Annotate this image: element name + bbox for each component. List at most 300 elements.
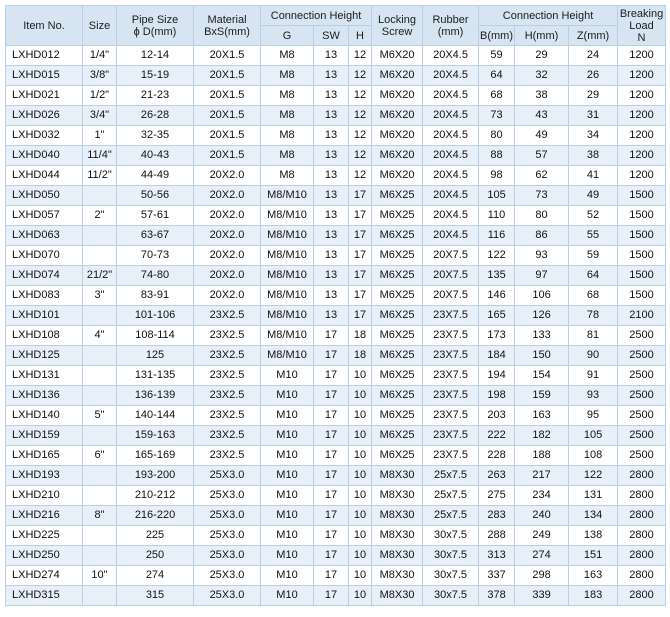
cell-g: M8 <box>261 166 314 186</box>
table-row <box>6 46 666 66</box>
cell-h-mm: 86 <box>515 226 569 246</box>
header-pipe-size-line1: Pipe Size <box>131 13 179 26</box>
cell-g: M8/M10 <box>261 286 314 306</box>
header-item-no: Item No. <box>6 6 83 46</box>
cell-pipe-size: 15-19 <box>117 66 194 86</box>
cell-z-mm: 41 <box>569 166 618 186</box>
header-g: G <box>261 26 314 46</box>
cell-h: 10 <box>349 526 372 546</box>
cell-b-mm: 73 <box>479 106 515 126</box>
cell-locking-screw: M6X25 <box>372 206 423 226</box>
cell-item-no: LXHD070 <box>6 246 83 266</box>
cell-b-mm: 173 <box>479 326 515 346</box>
cell-locking-screw: M6X25 <box>372 326 423 346</box>
cell-sw: 17 <box>314 406 349 426</box>
cell-pipe-size: 165-169 <box>117 446 194 466</box>
cell-sw: 13 <box>314 106 349 126</box>
cell-g: M10 <box>261 406 314 426</box>
cell-sw: 17 <box>314 386 349 406</box>
cell-h-mm: 133 <box>515 326 569 346</box>
cell-item-no: LXHD026 <box>6 106 83 126</box>
cell-b-mm: 194 <box>479 366 515 386</box>
cell-material: 25X3.0 <box>194 586 261 606</box>
cell-item-no: LXHD159 <box>6 426 83 446</box>
cell-b-mm: 59 <box>479 46 515 66</box>
cell-sw: 17 <box>314 346 349 366</box>
cell-g: M10 <box>261 486 314 506</box>
cell-pipe-size: 274 <box>117 566 194 586</box>
cell-item-no: LXHD083 <box>6 286 83 306</box>
cell-item-no: LXHD165 <box>6 446 83 466</box>
cell-sw: 13 <box>314 186 349 206</box>
cell-size <box>83 306 117 326</box>
cell-b-mm: 146 <box>479 286 515 306</box>
cell-rubber: 20X4.5 <box>423 86 479 106</box>
header-material-line1: Material <box>207 13 247 26</box>
cell-rubber: 20X4.5 <box>423 166 479 186</box>
cell-b-mm: 275 <box>479 486 515 506</box>
cell-size: 8" <box>83 506 117 526</box>
table-row <box>6 346 666 366</box>
cell-sw: 17 <box>314 486 349 506</box>
cell-pipe-size: 83-91 <box>117 286 194 306</box>
cell-z-mm: 64 <box>569 266 618 286</box>
cell-pipe-size: 70-73 <box>117 246 194 266</box>
cell-rubber: 23X7.5 <box>423 426 479 446</box>
cell-pipe-size: 125 <box>117 346 194 366</box>
cell-pipe-size: 210-212 <box>117 486 194 506</box>
cell-size: 10" <box>83 566 117 586</box>
cell-rubber: 20X7.5 <box>423 246 479 266</box>
cell-h: 18 <box>349 346 372 366</box>
cell-rubber: 20X4.5 <box>423 106 479 126</box>
cell-z-mm: 151 <box>569 546 618 566</box>
cell-g: M10 <box>261 366 314 386</box>
table-row <box>6 206 666 226</box>
table-header <box>6 6 666 46</box>
cell-item-no: LXHD131 <box>6 366 83 386</box>
cell-size: 3/8" <box>83 66 117 86</box>
cell-item-no: LXHD136 <box>6 386 83 406</box>
cell-locking-screw: M6X20 <box>372 46 423 66</box>
cell-h-mm: 182 <box>515 426 569 446</box>
cell-breaking-load: 1500 <box>618 226 666 246</box>
cell-z-mm: 59 <box>569 246 618 266</box>
table-row <box>6 226 666 246</box>
header-z-mm: Z(mm) <box>569 26 618 46</box>
cell-breaking-load: 1200 <box>618 106 666 126</box>
cell-breaking-load: 2500 <box>618 446 666 466</box>
cell-sw: 17 <box>314 546 349 566</box>
cell-rubber: 23X7.5 <box>423 386 479 406</box>
cell-b-mm: 337 <box>479 566 515 586</box>
header-h: H <box>349 26 372 46</box>
cell-size: 1" <box>83 126 117 146</box>
cell-b-mm: 64 <box>479 66 515 86</box>
table-row <box>6 106 666 126</box>
cell-item-no: LXHD015 <box>6 66 83 86</box>
cell-h-mm: 43 <box>515 106 569 126</box>
cell-material: 23X2.5 <box>194 346 261 366</box>
cell-breaking-load: 1500 <box>618 186 666 206</box>
cell-item-no: LXHD101 <box>6 306 83 326</box>
cell-size: 3" <box>83 286 117 306</box>
cell-h: 10 <box>349 386 372 406</box>
cell-sw: 13 <box>314 306 349 326</box>
cell-h-mm: 240 <box>515 506 569 526</box>
spec-table <box>5 5 666 606</box>
cell-breaking-load: 2800 <box>618 546 666 566</box>
cell-g: M10 <box>261 446 314 466</box>
cell-b-mm: 135 <box>479 266 515 286</box>
cell-rubber: 20X4.5 <box>423 186 479 206</box>
header-material-line2: BxS(mm) <box>204 25 250 38</box>
cell-sw: 13 <box>314 86 349 106</box>
cell-locking-screw: M6X20 <box>372 66 423 86</box>
cell-pipe-size: 131-135 <box>117 366 194 386</box>
cell-g: M8/M10 <box>261 266 314 286</box>
cell-h-mm: 80 <box>515 206 569 226</box>
cell-b-mm: 122 <box>479 246 515 266</box>
cell-h: 17 <box>349 246 372 266</box>
cell-z-mm: 105 <box>569 426 618 446</box>
cell-material: 20X1.5 <box>194 126 261 146</box>
cell-pipe-size: 63-67 <box>117 226 194 246</box>
table-row <box>6 146 666 166</box>
cell-h-mm: 73 <box>515 186 569 206</box>
cell-h-mm: 234 <box>515 486 569 506</box>
cell-locking-screw: M6X25 <box>372 426 423 446</box>
cell-rubber: 25x7.5 <box>423 486 479 506</box>
table-row <box>6 466 666 486</box>
cell-h-mm: 188 <box>515 446 569 466</box>
table-row <box>6 546 666 566</box>
header-material <box>194 6 261 46</box>
cell-material: 23X2.5 <box>194 366 261 386</box>
cell-h-mm: 93 <box>515 246 569 266</box>
cell-rubber: 23X7.5 <box>423 406 479 426</box>
cell-item-no: LXHD225 <box>6 526 83 546</box>
cell-size: 1/4" <box>83 46 117 66</box>
cell-sw: 13 <box>314 206 349 226</box>
cell-breaking-load: 1200 <box>618 66 666 86</box>
cell-breaking-load: 2500 <box>618 406 666 426</box>
cell-pipe-size: 315 <box>117 586 194 606</box>
cell-rubber: 30x7.5 <box>423 586 479 606</box>
cell-z-mm: 131 <box>569 486 618 506</box>
cell-h: 17 <box>349 286 372 306</box>
cell-z-mm: 55 <box>569 226 618 246</box>
cell-material: 20X1.5 <box>194 106 261 126</box>
cell-z-mm: 134 <box>569 506 618 526</box>
cell-breaking-load: 1500 <box>618 266 666 286</box>
cell-h: 17 <box>349 306 372 326</box>
cell-size: 5" <box>83 406 117 426</box>
cell-size <box>83 346 117 366</box>
cell-locking-screw: M6X20 <box>372 106 423 126</box>
cell-rubber: 23X7.5 <box>423 346 479 366</box>
cell-material: 20X2.0 <box>194 186 261 206</box>
cell-h: 17 <box>349 186 372 206</box>
cell-material: 20X2.0 <box>194 206 261 226</box>
cell-breaking-load: 1500 <box>618 246 666 266</box>
cell-pipe-size: 108-114 <box>117 326 194 346</box>
cell-z-mm: 26 <box>569 66 618 86</box>
cell-h: 10 <box>349 366 372 386</box>
cell-breaking-load: 1500 <box>618 286 666 306</box>
cell-z-mm: 38 <box>569 146 618 166</box>
cell-g: M8/M10 <box>261 186 314 206</box>
table-row <box>6 186 666 206</box>
cell-locking-screw: M6X25 <box>372 286 423 306</box>
table-row <box>6 266 666 286</box>
cell-material: 23X2.5 <box>194 326 261 346</box>
cell-sw: 13 <box>314 266 349 286</box>
cell-h-mm: 159 <box>515 386 569 406</box>
cell-rubber: 23X7.5 <box>423 446 479 466</box>
cell-h-mm: 126 <box>515 306 569 326</box>
cell-sw: 13 <box>314 246 349 266</box>
cell-g: M10 <box>261 386 314 406</box>
cell-h-mm: 97 <box>515 266 569 286</box>
cell-material: 23X2.5 <box>194 386 261 406</box>
cell-pipe-size: 216-220 <box>117 506 194 526</box>
cell-b-mm: 198 <box>479 386 515 406</box>
cell-item-no: LXHD274 <box>6 566 83 586</box>
cell-size: 21/2" <box>83 266 117 286</box>
cell-sw: 17 <box>314 366 349 386</box>
cell-h: 10 <box>349 566 372 586</box>
cell-locking-screw: M6X25 <box>372 186 423 206</box>
cell-h-mm: 249 <box>515 526 569 546</box>
cell-locking-screw: M6X25 <box>372 406 423 426</box>
cell-size <box>83 426 117 446</box>
cell-g: M10 <box>261 546 314 566</box>
cell-b-mm: 68 <box>479 86 515 106</box>
cell-g: M10 <box>261 466 314 486</box>
cell-breaking-load: 2800 <box>618 586 666 606</box>
header-rubber-line2: (mm) <box>437 25 464 38</box>
cell-h: 10 <box>349 426 372 446</box>
cell-h: 12 <box>349 66 372 86</box>
cell-rubber: 20X4.5 <box>423 146 479 166</box>
cell-sw: 17 <box>314 446 349 466</box>
cell-item-no: LXHD125 <box>6 346 83 366</box>
cell-breaking-load: 2500 <box>618 366 666 386</box>
cell-z-mm: 138 <box>569 526 618 546</box>
cell-breaking-load: 1200 <box>618 46 666 66</box>
cell-h: 12 <box>349 126 372 146</box>
cell-rubber: 25x7.5 <box>423 506 479 526</box>
cell-item-no: LXHD057 <box>6 206 83 226</box>
cell-size: 4" <box>83 326 117 346</box>
cell-material: 20X1.5 <box>194 146 261 166</box>
cell-breaking-load: 2500 <box>618 326 666 346</box>
cell-h: 17 <box>349 226 372 246</box>
cell-breaking-load: 1200 <box>618 166 666 186</box>
cell-h: 12 <box>349 146 372 166</box>
cell-locking-screw: M8X30 <box>372 506 423 526</box>
cell-rubber: 30x7.5 <box>423 566 479 586</box>
header-rubber <box>423 6 479 46</box>
cell-size <box>83 246 117 266</box>
cell-g: M10 <box>261 526 314 546</box>
cell-pipe-size: 136-139 <box>117 386 194 406</box>
cell-locking-screw: M6X20 <box>372 126 423 146</box>
cell-locking-screw: M6X25 <box>372 306 423 326</box>
cell-locking-screw: M6X25 <box>372 226 423 246</box>
cell-z-mm: 93 <box>569 386 618 406</box>
cell-size <box>83 526 117 546</box>
cell-z-mm: 90 <box>569 346 618 366</box>
cell-pipe-size: 101-106 <box>117 306 194 326</box>
cell-locking-screw: M6X25 <box>372 346 423 366</box>
header-b-mm: B(mm) <box>479 26 515 46</box>
cell-pipe-size: 21-23 <box>117 86 194 106</box>
cell-g: M8/M10 <box>261 226 314 246</box>
cell-sw: 17 <box>314 426 349 446</box>
cell-material: 20X2.0 <box>194 246 261 266</box>
table-row <box>6 306 666 326</box>
cell-item-no: LXHD021 <box>6 86 83 106</box>
cell-b-mm: 378 <box>479 586 515 606</box>
table-row <box>6 246 666 266</box>
cell-h-mm: 29 <box>515 46 569 66</box>
cell-breaking-load: 2800 <box>618 566 666 586</box>
cell-sw: 17 <box>314 506 349 526</box>
cell-rubber: 30x7.5 <box>423 546 479 566</box>
cell-z-mm: 95 <box>569 406 618 426</box>
header-breaking-line1: Breaking <box>619 7 664 20</box>
cell-material: 23X2.5 <box>194 426 261 446</box>
cell-rubber: 23X7.5 <box>423 326 479 346</box>
table-row <box>6 286 666 306</box>
cell-locking-screw: M6X25 <box>372 246 423 266</box>
cell-b-mm: 98 <box>479 166 515 186</box>
cell-item-no: LXHD050 <box>6 186 83 206</box>
table-row <box>6 86 666 106</box>
cell-locking-screw: M6X25 <box>372 366 423 386</box>
cell-h-mm: 298 <box>515 566 569 586</box>
cell-size <box>83 546 117 566</box>
cell-locking-screw: M6X25 <box>372 266 423 286</box>
cell-locking-screw: M6X20 <box>372 166 423 186</box>
cell-breaking-load: 2800 <box>618 506 666 526</box>
cell-b-mm: 283 <box>479 506 515 526</box>
cell-breaking-load: 1200 <box>618 86 666 106</box>
cell-h: 10 <box>349 506 372 526</box>
cell-h: 10 <box>349 546 372 566</box>
cell-locking-screw: M8X30 <box>372 566 423 586</box>
header-pipe-size <box>117 6 194 46</box>
cell-locking-screw: M6X25 <box>372 386 423 406</box>
cell-pipe-size: 250 <box>117 546 194 566</box>
cell-h: 10 <box>349 466 372 486</box>
cell-h: 12 <box>349 86 372 106</box>
cell-material: 20X2.0 <box>194 266 261 286</box>
cell-h-mm: 57 <box>515 146 569 166</box>
cell-z-mm: 49 <box>569 186 618 206</box>
cell-g: M8 <box>261 46 314 66</box>
cell-size: 11/4" <box>83 146 117 166</box>
cell-size <box>83 226 117 246</box>
cell-rubber: 20X4.5 <box>423 126 479 146</box>
cell-sw: 13 <box>314 126 349 146</box>
header-breaking-line3: N <box>637 31 646 44</box>
cell-locking-screw: M6X25 <box>372 446 423 466</box>
table-row <box>6 426 666 446</box>
cell-pipe-size: 74-80 <box>117 266 194 286</box>
cell-item-no: LXHD012 <box>6 46 83 66</box>
header-breaking-line2: Load <box>629 19 654 32</box>
cell-breaking-load: 1200 <box>618 126 666 146</box>
table-body <box>6 46 666 606</box>
cell-item-no: LXHD250 <box>6 546 83 566</box>
table-row <box>6 586 666 606</box>
cell-sw: 13 <box>314 166 349 186</box>
cell-h-mm: 150 <box>515 346 569 366</box>
cell-g: M10 <box>261 566 314 586</box>
cell-size: 1/2" <box>83 86 117 106</box>
cell-sw: 13 <box>314 226 349 246</box>
cell-sw: 17 <box>314 566 349 586</box>
cell-b-mm: 80 <box>479 126 515 146</box>
cell-material: 25X3.0 <box>194 546 261 566</box>
cell-size: 11/2" <box>83 166 117 186</box>
cell-size <box>83 386 117 406</box>
cell-g: M8/M10 <box>261 206 314 226</box>
header-pipe-size-line2: ɸ D(mm) <box>133 25 177 38</box>
cell-pipe-size: 12-14 <box>117 46 194 66</box>
table-row <box>6 406 666 426</box>
table-row <box>6 326 666 346</box>
cell-sw: 17 <box>314 326 349 346</box>
cell-material: 25X3.0 <box>194 566 261 586</box>
header-locking-screw <box>372 6 423 46</box>
cell-sw: 13 <box>314 146 349 166</box>
cell-g: M8/M10 <box>261 306 314 326</box>
header-locking-line2: Screw <box>381 25 413 38</box>
cell-size <box>83 486 117 506</box>
header-breaking-load <box>618 6 666 46</box>
cell-h: 12 <box>349 106 372 126</box>
cell-size: 6" <box>83 446 117 466</box>
cell-z-mm: 24 <box>569 46 618 66</box>
cell-g: M8 <box>261 126 314 146</box>
cell-item-no: LXHD044 <box>6 166 83 186</box>
cell-b-mm: 184 <box>479 346 515 366</box>
cell-material: 25X3.0 <box>194 526 261 546</box>
cell-size <box>83 466 117 486</box>
cell-g: M8/M10 <box>261 246 314 266</box>
cell-sw: 17 <box>314 586 349 606</box>
cell-h-mm: 274 <box>515 546 569 566</box>
cell-pipe-size: 50-56 <box>117 186 194 206</box>
table-row <box>6 66 666 86</box>
cell-material: 20X2.0 <box>194 226 261 246</box>
cell-pipe-size: 193-200 <box>117 466 194 486</box>
cell-size <box>83 186 117 206</box>
cell-b-mm: 313 <box>479 546 515 566</box>
cell-pipe-size: 159-163 <box>117 426 194 446</box>
cell-pipe-size: 44-49 <box>117 166 194 186</box>
cell-z-mm: 34 <box>569 126 618 146</box>
table-row <box>6 486 666 506</box>
header-h-mm: H(mm) <box>515 26 569 46</box>
cell-breaking-load: 2800 <box>618 466 666 486</box>
cell-b-mm: 88 <box>479 146 515 166</box>
cell-h-mm: 339 <box>515 586 569 606</box>
